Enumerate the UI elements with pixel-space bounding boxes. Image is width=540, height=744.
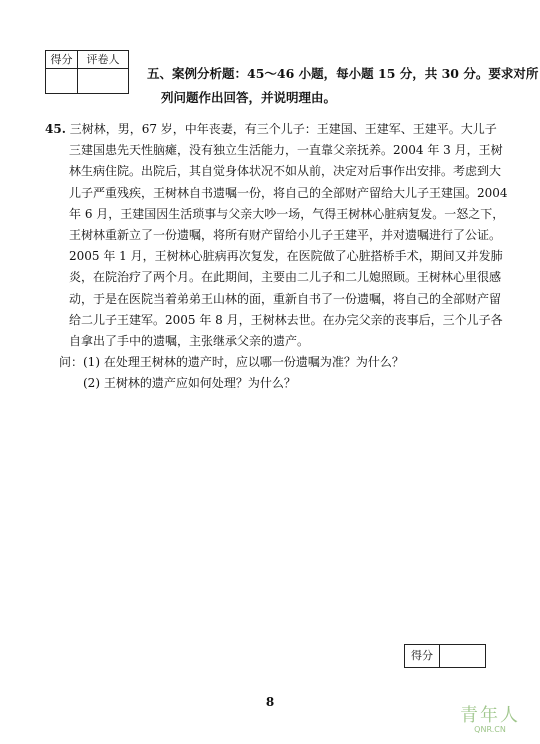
bottom-score-label: 得分 bbox=[405, 645, 440, 667]
bottom-score-box bbox=[404, 644, 486, 668]
sub-question-1: 问：(1) 在处理王树林的遗产时，应以哪一份遗嘱为准？为什么？ bbox=[59, 355, 404, 370]
question-line-8: 动，于是在医院当着弟弟王山林的面，重新自书了一份遗嘱，将自己的全部财产留 bbox=[69, 291, 502, 306]
question-line-9: 给二儿子王建军。2005 年 8 月，王树林去世。在办完父亲的丧事后，三个儿子各 bbox=[69, 312, 503, 327]
question-number: 45. bbox=[45, 122, 66, 136]
question-line-4: 年 6 月，王建国因生活琐事与父亲大吵一场，气得王树林心脏病复发。一怒之下， bbox=[69, 206, 505, 221]
question-line-7: 炎，在院治疗了两个月。在此期间，主要由二儿子和二儿媳照顾。王树林心里很感 bbox=[69, 270, 502, 285]
section-title-line-2: 列问题作出回答，并说明理由。 bbox=[161, 90, 337, 105]
sub-question-2: (2) 王树林的遗产应如何处理？为什么？ bbox=[83, 376, 296, 391]
score-cell bbox=[46, 69, 78, 93]
grader-cell bbox=[78, 69, 128, 93]
watermark-logo bbox=[460, 701, 520, 734]
question-45 bbox=[45, 119, 508, 395]
grader-header: 评卷人 bbox=[78, 51, 128, 69]
question-line-5: 王树林重新立了一份遗嘱，将所有财产留给小儿子王建平，并对遗嘱进行了公证。 bbox=[69, 228, 502, 243]
question-line-3: 儿子严重残疾，王树林自书遗嘱一份，将自己的全部财产留给大儿子王建国。2004 bbox=[69, 185, 508, 200]
watermark-text: 青年人 bbox=[460, 705, 520, 726]
question-line-0: 45. 三树林，男，67 岁，中年丧妻，有三个儿子：王建国、王建军、王建平。大儿子 bbox=[45, 122, 497, 136]
page-number: 8 bbox=[265, 695, 275, 709]
score-header: 得分 bbox=[46, 51, 78, 69]
section-title bbox=[147, 62, 539, 110]
score-grader-table bbox=[45, 50, 129, 94]
question-line-2: 林生病住院。出院后，其自觉身体状况不如从前，决定对后事作出安排。考虑到大 bbox=[69, 164, 502, 179]
question-line-1: 三建国患先天性脑瘫，没有独立生活能力，一直靠父亲抚养。2004 年 3 月，王树 bbox=[69, 143, 503, 158]
question-line-10: 自拿出了手中的遗嘱，主张继承父亲的遗产。 bbox=[69, 334, 310, 349]
question-line-6: 2005 年 1 月，王树林心脏病再次复发，在医院做了心脏搭桥手术，期间又并发肺 bbox=[69, 249, 503, 264]
section-title-line-1: 五、案例分析题：45～46 小题，每小题 15 分，共 30 分。要求对所 bbox=[147, 66, 539, 81]
watermark-url: QNR.CN bbox=[474, 725, 506, 734]
